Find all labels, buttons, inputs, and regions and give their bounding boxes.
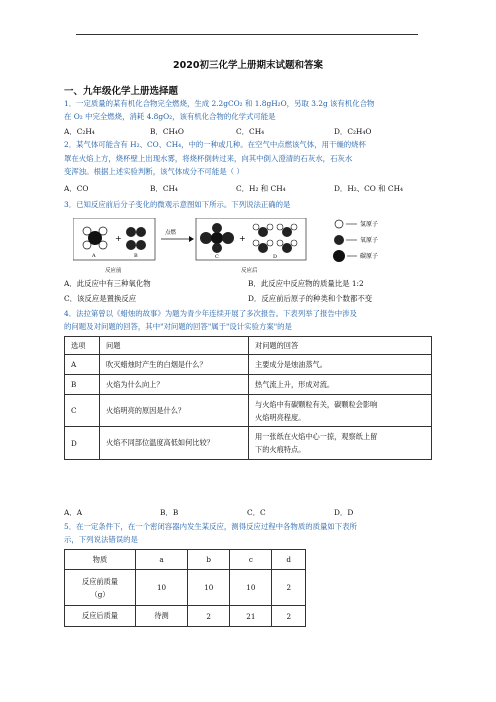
plus-sign-1: + — [115, 234, 122, 243]
q4-row-c-answer-line2: 火焰明亮程度。 — [255, 412, 306, 422]
q4-line1: 4．法拉第曾以《蜡烛的故事》为题为青少年连续开展了多次报告。下表列举了报告中涉及 — [64, 309, 357, 318]
q2-option-a: A．CO — [64, 184, 89, 193]
q1-option-d: D．C₂H₄O — [334, 127, 372, 136]
table-row — [65, 395, 432, 427]
q5-row1-c: 10 — [230, 570, 272, 606]
letter-d: D — [273, 254, 278, 260]
q2-option-b: B．CH₄ — [150, 184, 178, 193]
q4-option-c: C．C — [247, 508, 266, 517]
q5-row2-a: 待测 — [136, 606, 188, 627]
table-row — [65, 427, 432, 460]
q1-option-c: C．CH₄ — [236, 127, 265, 136]
q4-row-b-question: 火焰为什么向上？ — [100, 375, 249, 395]
q4-row-c-option: C — [65, 395, 100, 427]
q4-option-a: A．A — [64, 508, 83, 517]
q4-row-b-answer: 热气流上升，形成对流。 — [249, 375, 432, 395]
molecule-b — [126, 227, 146, 250]
q4-row-a-answer: 主要成分是烛油蒸气。 — [249, 355, 432, 375]
q5-row2-b: 2 — [188, 606, 230, 627]
q1-option-b: B．CH₄O — [150, 127, 184, 136]
q2-line1: 2．某气体可能含有 H₂、CO、CH₄，中的一种或几种。在空气中点燃该气体，用干燥的烧杯 — [64, 140, 366, 149]
carbon-legend-icon — [333, 250, 345, 262]
q5-row2-c: 21 — [230, 606, 272, 627]
q3-option-c: C．该反应是置换反应 — [64, 294, 137, 303]
q4-line2: 的问题及对问题的回答，其中"对问题的回答"属于"设计实验方案"的是 — [64, 322, 292, 331]
arrow-label: 点燃 — [165, 230, 177, 236]
q4-header-question: 问题 — [100, 337, 249, 355]
q5-header-b: b — [188, 550, 230, 570]
molecule-a — [83, 227, 107, 249]
letter-c: C — [215, 254, 219, 260]
q4-row-c-answer — [249, 395, 432, 427]
q5-row1-label-line2: （g） — [90, 589, 110, 599]
q5-row1-label — [65, 570, 136, 606]
q4-row-d-question: 火焰不同部位温度高低如何比较？ — [100, 427, 249, 460]
section-heading: 一、九年级化学上册选择题 — [64, 86, 179, 97]
page-title: 2020初三化学上册期末试题和答案 — [173, 60, 323, 71]
table-row — [65, 375, 432, 395]
oxygen-legend-icon — [334, 235, 344, 245]
q4-row-d-answer-line2: 下的火痕特点。 — [255, 445, 306, 454]
q3-option-d: D．反应前后原子的种类和个数都不变 — [248, 294, 373, 303]
q4-row-c-answer-line1: 与火焰中有碳颗粒有关，碳颗粒会影响 — [255, 399, 378, 409]
q1-line2: 在 O₂ 中完全燃烧，消耗 4.8gO₂，该有机化合物的化学式可能是 — [64, 112, 276, 121]
legend-hydrogen: 氢原子 — [360, 221, 379, 228]
q4-option-b: B．B — [160, 508, 179, 517]
q1-line1: 1．一定质量的某有机化合物完全燃烧，生成 2.2gCO₂ 和 1.8gH₂O，另取 3.2g 该有机化合物 — [64, 99, 375, 108]
letter-b: B — [134, 253, 138, 259]
q3-line1: 3．已知反应前后分子变化的微观示意图如下所示。下列说法正确的是 — [64, 200, 291, 209]
q3-option-a: A．此反应中有三种氧化物 — [64, 279, 151, 288]
q2-option-c: C．H₂ 和 CH₄ — [236, 184, 286, 193]
q5-header-d: d — [272, 550, 306, 570]
q5-row2-label: 反应后质量 — [65, 606, 136, 627]
q2-line2: 罩在火焰上方，烧杯壁上出现水雾，将烧杯倒转过来，向其中倒入澄清的石灰水，石灰水 — [64, 154, 353, 163]
arrow-head — [189, 236, 194, 242]
legend — [333, 220, 378, 262]
hydrogen-legend-icon — [335, 220, 343, 228]
q5-header-a: a — [136, 550, 188, 570]
q5-row1-d: 2 — [272, 570, 306, 606]
q4-row-d-answer — [249, 427, 432, 460]
after-label: 反应后 — [241, 268, 258, 274]
before-label: 反应前 — [105, 268, 122, 274]
table-row — [65, 355, 432, 375]
q5-line1: 5．在一定条件下，在一个密闭容器内发生某反应，测得反应过程中各物质的质量如下表所 — [64, 522, 357, 531]
q4-row-d-option: D — [65, 427, 100, 460]
letter-a: A — [92, 253, 96, 259]
q5-row1-b: 10 — [188, 570, 230, 606]
reaction-diagram — [73, 218, 423, 278]
q4-header-answer: 对问题的回答 — [249, 337, 432, 355]
legend-carbon: 碳原子 — [360, 253, 379, 260]
q5-row1-label-line1: 反应前质量 — [82, 576, 118, 586]
q4-row-a-question: 吹灭蜡烛时产生的白烟是什么？ — [100, 355, 249, 375]
q5-table-header — [65, 550, 306, 570]
q3-option-b: B．此反应中反应物的质量比是 1:2 — [248, 279, 364, 288]
q4-table — [64, 336, 432, 460]
q2-option-d: D．H₂、CO 和 CH₄ — [334, 184, 403, 193]
q5-header-c: c — [230, 550, 272, 570]
q4-row-c-question: 火焰明亮的原因是什么？ — [100, 395, 249, 427]
q5-line2: 示，下列说法错误的是 — [64, 535, 138, 544]
q4-table-header — [65, 337, 432, 355]
q5-header-substance: 物质 — [65, 550, 136, 570]
q4-row-d-answer-line1: 用一张纸在火焰中心一掠，观察纸上留 — [255, 432, 378, 441]
q4-row-a-option: A — [65, 355, 100, 375]
table-row — [65, 570, 306, 606]
legend-oxygen: 氧原子 — [360, 237, 379, 244]
q2-line3: 变浑浊。根据上述实验判断，该气体成分不可能是（ ） — [64, 167, 244, 176]
q4-option-d: D．D — [334, 508, 354, 517]
table-row — [65, 606, 306, 627]
before-box — [73, 218, 155, 260]
q5-table — [64, 549, 306, 627]
plus-sign-2: + — [239, 234, 246, 243]
q4-row-b-option: B — [65, 375, 100, 395]
header-rule — [76, 34, 418, 35]
q4-header-option: 选项 — [65, 337, 100, 355]
molecule-c — [200, 223, 234, 253]
molecule-d — [253, 224, 297, 253]
q5-row2-d: 2 — [272, 606, 306, 627]
q1-option-a: A．C₂H₄ — [64, 127, 95, 136]
q5-row1-a: 10 — [136, 570, 188, 606]
